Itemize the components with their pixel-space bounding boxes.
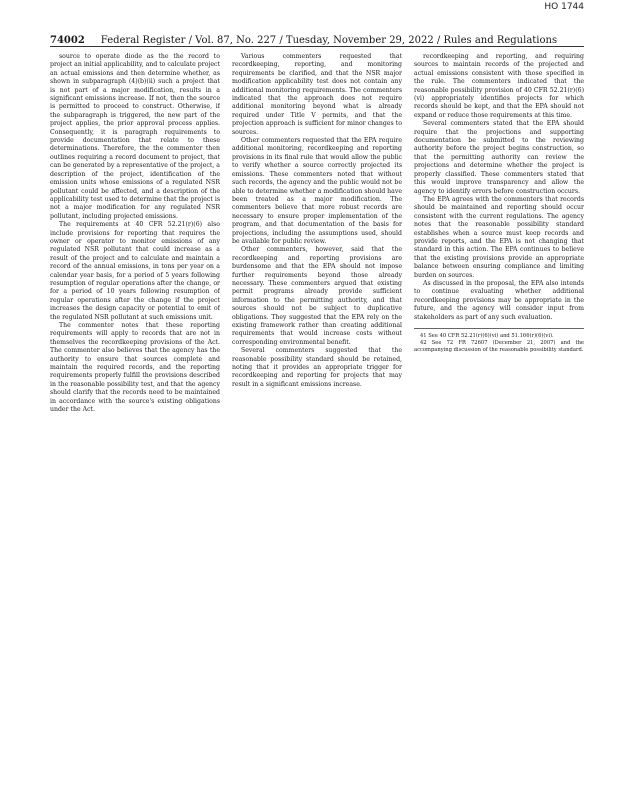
page-id-stamp: HO 1744 [544,2,584,12]
paragraph: recordkeeping and reporting, and requiring sources to maintain records of the projected and actual emissions consistent with those specified in the rule. The commenters indicated that the reasonable possibility provision of 40 CFR 52.21(r)(6)(vi) appropriately identifies projects for which records should be kept, and that the EPA should not expand or reduce those requirements at this time. [414,53,584,119]
paragraph: Other commenters requested that the EPA require additional monitoring, recordkeeping and reporting provisions in its final rule that would allow the public to verify whether a source correctly projected its emissions. These commenters noted that without such records, the agency and the public would not be able to determine whether a modification should have been treated as a major modification. The commenters believe that more robust records are necessary to ensure proper implementation of the program, and that documentation of the basis for projections, including the assumptions used, should be available for public review. [232,137,402,245]
paragraph: As discussed in the proposal, the EPA also intends to continue evaluating whether additional recordkeeping provisions may be appropriate in the future, and the agency will consider input from stakeholders as part of any such evaluation. [414,279,584,321]
paragraph: Several commenters suggested that the reasonable possibility standard should be retained, noting that it provides an appropriate trigger for recordkeeping and reporting for projects that may result in a significant emissions increase. [232,347,402,388]
paragraph: The commenter notes that these reporting requirements will apply to records that are not in themselves the recordkeeping provisions of the Act. The commenter also believes that the agency has the authority to ensure that sources complete and maintain the required records, and the reporting requirements properly fulfill the provisions described in the reasonable possibility test, and that the agency should clarify that the records need to be maintained in accordance with the source's existing obligations under the Act. [50,322,220,414]
paragraph: Other commenters, however, said that the recordkeeping and reporting provisions are burdensome and that the EPA should not impose further requirements beyond those already necessary. These commenters argued that existing permit programs already provide sufficient information to the permitting authority, and that sources should not be subject to duplicative obligations. They suggested that the EPA rely on the existing framework rather than creating additional requirements that would increase costs without corresponding environmental benefit. [232,246,402,346]
column-3 [414,53,584,783]
paragraph: Various commenters requested that recordkeeping, reporting, and monitoring requirements be clarified, and that the NSR major modification applicability test does not contain any additional monitoring requirements. The commenters indicated that the approach does not require additional monitoring beyond what is already required under Title V permits, and that the projection approach is sufficient for minor changes to sources. [232,53,402,136]
text-columns [50,53,584,783]
paragraph: The requirements at 40 CFR 52.21(r)(6) also include provisions for reporting that requires the owner or operator to monitor emissions of any regulated NSR pollutant that could increase as a result of the project and to calculate and maintain a record of the annual emissions, in tons per year on a calendar year basis, for a period of 5 years following resumption of regular operations after the change, or for a period of 10 years following resumption of regular operations after the change if the project increases the design capacity or potential to emit of the regulated NSR pollutant at such emissions unit. [50,221,220,321]
paragraph: The EPA agrees with the commenters that records should be maintained and reporting should occur consistent with the current regulations. The agency notes that the reasonable possibility standard establishes when a source must keep records and provide reports, and the EPA is not changing that standard in this action. The EPA continues to believe that the existing provisions provide an appropriate balance between ensuring compliance and limiting burden on sources. [414,195,584,279]
footnote: 42 See 72 FR 72607 (December 21, 2007) and the accompanying discussion of the reasonable possibility standard. [414,340,584,353]
column-1 [50,53,220,783]
page-header [50,33,584,47]
header-title: Federal Register / Vol. 87, No. 227 / Tuesday, November 29, 2022 / Rules and Regulations [100,35,558,46]
footnote: 41 See 40 CFR 52.21(r)(6)(vi) and 51.166(r)(6)(vi). [420,333,554,339]
paragraph: source to operate diode as the the record to project an initial applicability, and to calculate project an actual emissions and then determine whether, as shown in subparagraph (4)(b)(ii) such a project that is not part of a major modification, results in a significant emissions increase. If not, then the source is permitted to proceed to construct. Otherwise, if the subparagraph is triggered, the new part of the project applies, the prior approval process applies. Consequently, it is paragraph requirements to provide documentation that relate to these determinations. Therefore, the the commenter then outlines requiring a record document to project, that can be generated by a representative of the project, a description of the project, identification of the emission units whose emissions of a regulated NSR pollutant could be affected, and a description of the applicability test used to determine that the project is not a major modification for any regulated NSR pollutant, including projected emissions. [50,53,220,220]
paragraph: Several commenters stated that the EPA should require that the projections and supporting documentation be submitted to the reviewing authority before the project begins construction, so that the permitting authority can review the projections and determine whether the project is properly classified. These commenters stated that this would improve transparency and allow the agency to identify errors before construction occurs. [414,120,584,195]
column-2 [232,53,402,783]
page-number: 74002 [50,35,85,46]
footnotes [414,328,584,354]
